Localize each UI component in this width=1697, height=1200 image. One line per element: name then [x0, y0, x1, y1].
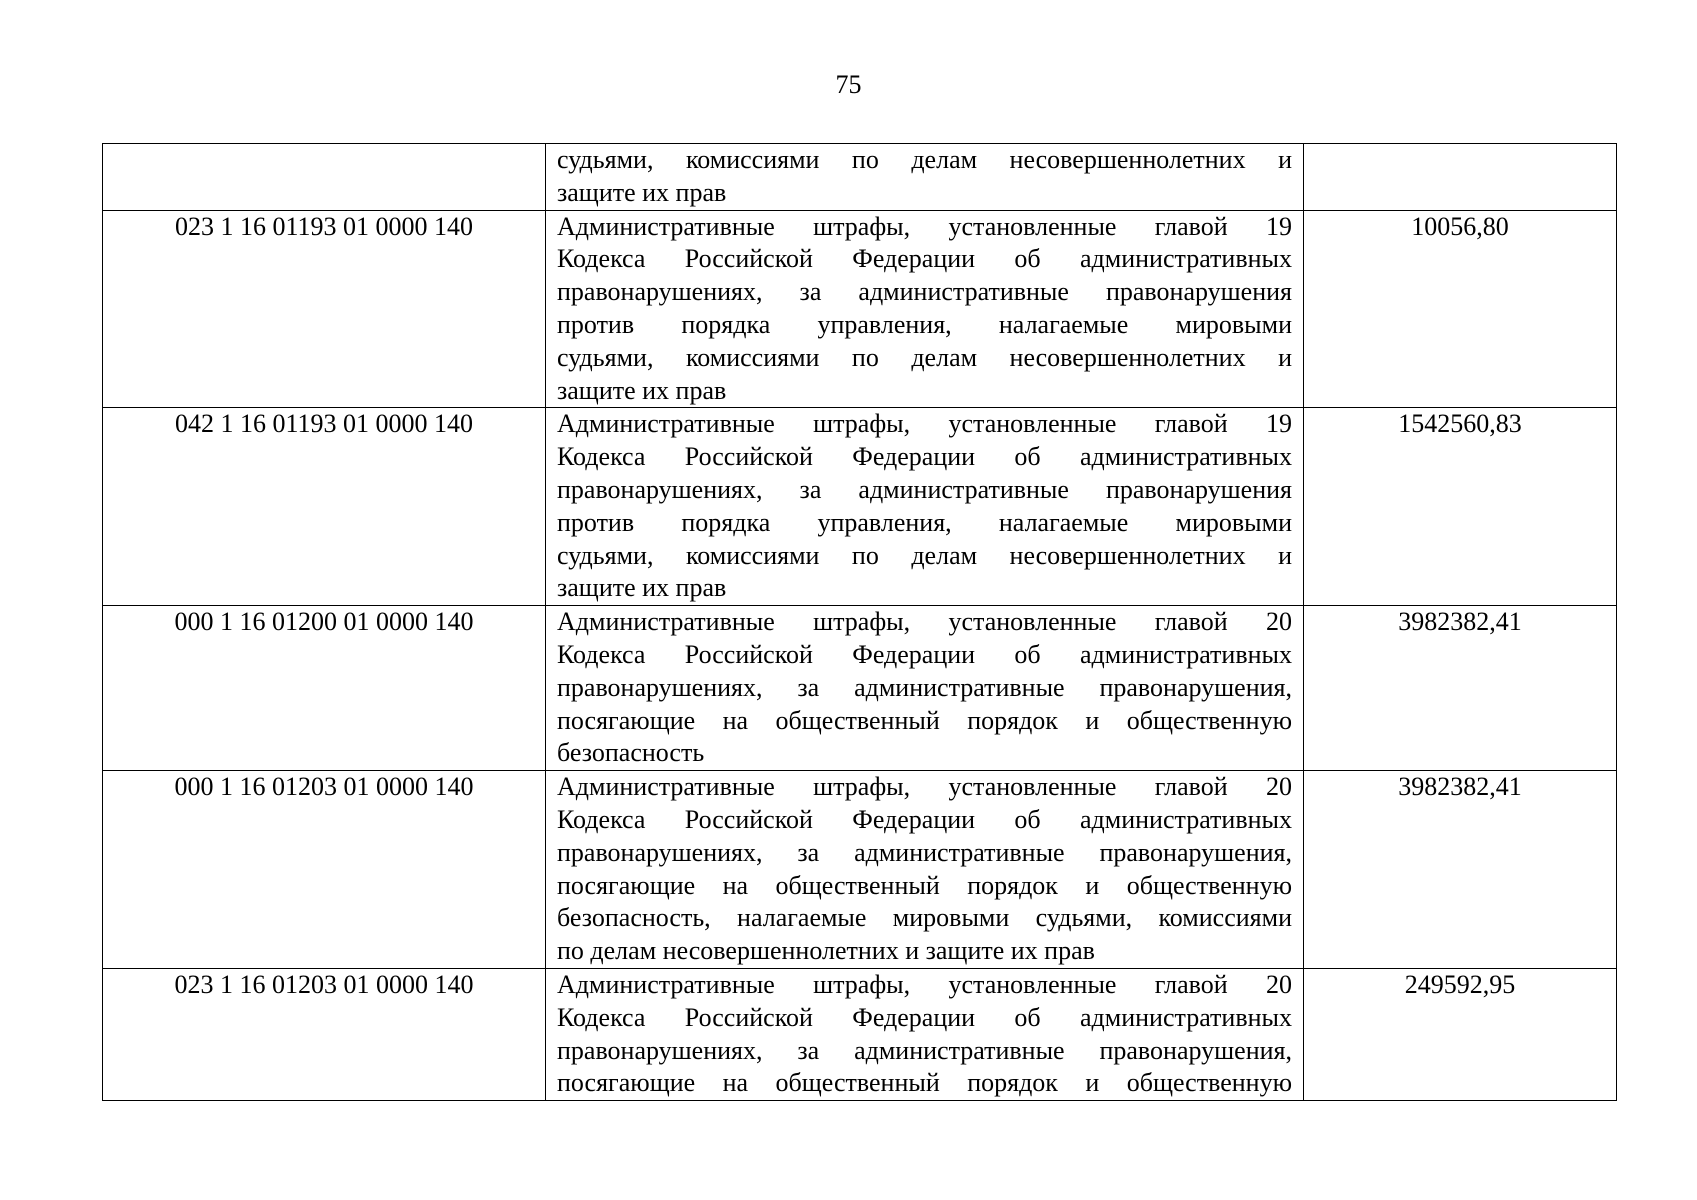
income-name-cell [546, 606, 1304, 771]
table-row [103, 210, 1617, 408]
income-name-line: судьями, комиссиями по делам несовершеннолетних и [557, 540, 1292, 570]
budget-code-cell: 000 1 16 01203 01 0000 140 [103, 771, 546, 969]
table-row [103, 771, 1617, 969]
table-row [103, 968, 1617, 1100]
income-name-line: Административные штрафы, установленные главой 19 [557, 211, 1292, 241]
income-name-line: правонарушениях, за административные правонарушения, [557, 837, 1292, 867]
income-name-cell [546, 408, 1304, 606]
income-name-line: правонарушениях, за административные правонарушения [557, 474, 1292, 504]
budget-code-cell [103, 144, 546, 211]
budget-code-cell: 023 1 16 01203 01 0000 140 [103, 968, 546, 1100]
income-name-line: Кодекса Российской Федерации об административных [557, 804, 1292, 834]
budget-table [102, 143, 1617, 1101]
table-row [103, 408, 1617, 606]
income-name-line: Административные штрафы, установленные главой 19 [557, 409, 1292, 439]
income-name-line: посягающие на общественный порядок и общественную [557, 870, 1292, 900]
table-row [103, 606, 1617, 771]
income-name-line: защите их прав [557, 573, 727, 603]
page-number: 75 [835, 70, 862, 99]
table-row [103, 144, 1617, 211]
income-name-line: против порядка управления, налагаемые мировыми [557, 309, 1292, 339]
income-name-line: посягающие на общественный порядок и общественную [557, 1068, 1292, 1098]
amount-cell: 10056,80 [1304, 210, 1617, 408]
income-name-line: Административные штрафы, установленные главой 20 [557, 969, 1292, 999]
budget-code-cell: 000 1 16 01200 01 0000 140 [103, 606, 546, 771]
income-name-line: против порядка управления, налагаемые мировыми [557, 507, 1292, 537]
income-name-line: Административные штрафы, установленные главой 20 [557, 607, 1292, 637]
income-name-line: правонарушениях, за административные правонарушения [557, 277, 1292, 307]
income-name-line: безопасность, налагаемые мировыми судьями, комиссиями [557, 903, 1292, 933]
amount-cell: 3982382,41 [1304, 771, 1617, 969]
income-name-line: Кодекса Российской Федерации об административных [557, 639, 1292, 669]
budget-table-body [103, 144, 1617, 1101]
budget-code-cell: 023 1 16 01193 01 0000 140 [103, 210, 546, 408]
income-name-line: правонарушениях, за административные правонарушения, [557, 672, 1292, 702]
income-name-cell [546, 968, 1304, 1100]
amount-cell: 1542560,83 [1304, 408, 1617, 606]
amount-cell [1304, 144, 1617, 211]
income-name-line: Кодекса Российской Федерации об административных [557, 244, 1292, 274]
income-name-line: Кодекса Российской Федерации об административных [557, 442, 1292, 472]
income-name-line: судьями, комиссиями по делам несовершеннолетних и [557, 342, 1292, 372]
amount-cell: 249592,95 [1304, 968, 1617, 1100]
income-name-line: посягающие на общественный порядок и общественную [557, 705, 1292, 735]
income-name-line: безопасность [557, 738, 705, 768]
income-name-line: защите их прав [557, 177, 727, 207]
amount-cell: 3982382,41 [1304, 606, 1617, 771]
income-name-cell [546, 210, 1304, 408]
income-name-line: Кодекса Российской Федерации об административных [557, 1002, 1292, 1032]
income-name-line: Административные штрафы, установленные главой 20 [557, 772, 1292, 802]
income-name-line: защите их прав [557, 375, 727, 405]
income-name-line: судьями, комиссиями по делам несовершеннолетних и [557, 145, 1292, 174]
income-name-cell [546, 771, 1304, 969]
income-name-line: правонарушениях, за административные правонарушения, [557, 1035, 1292, 1065]
income-name-cell [546, 144, 1304, 211]
budget-code-cell: 042 1 16 01193 01 0000 140 [103, 408, 546, 606]
income-name-line: по делам несовершеннолетних и защите их прав [557, 936, 1095, 966]
